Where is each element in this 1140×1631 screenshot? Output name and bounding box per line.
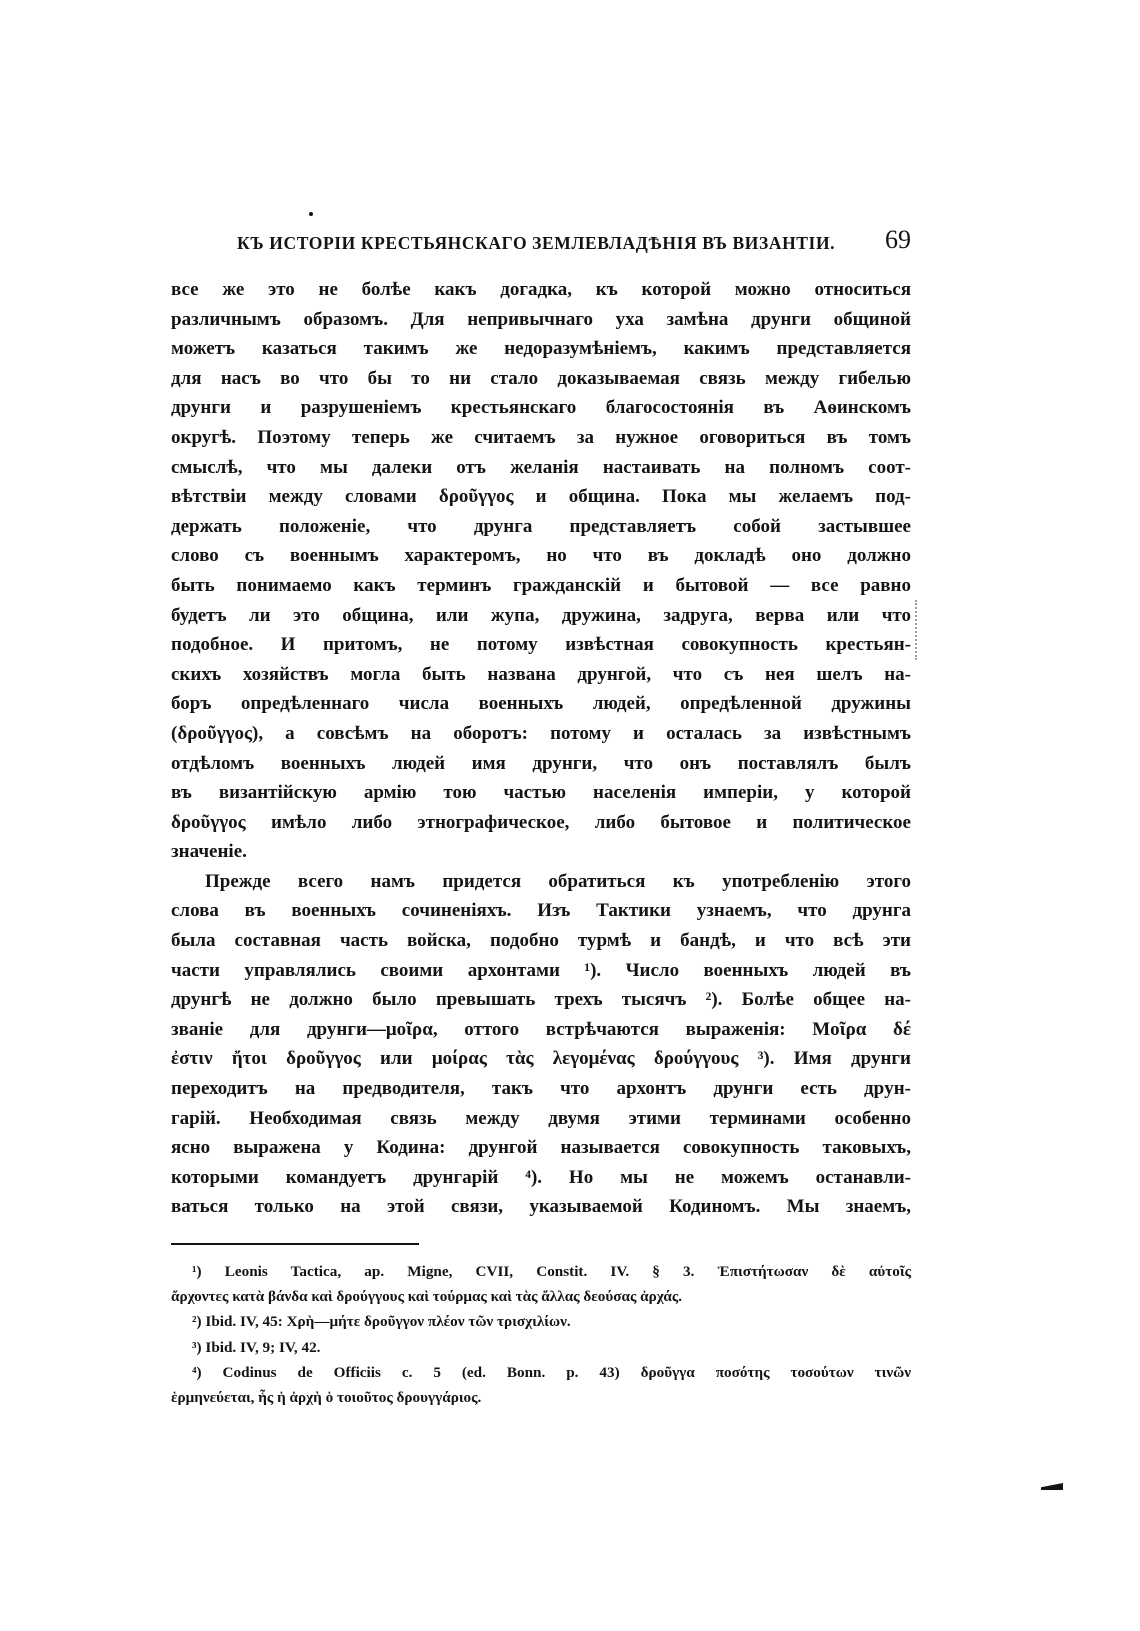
- text-line: была составная часть войска, подобно турмѣ и бандѣ, и что всѣ эти: [171, 930, 911, 952]
- text-line: подобное. И притомъ, не потому извѣстная совокупность крестьян-: [171, 634, 911, 656]
- body-text: [171, 275, 911, 1222]
- text-line: друнгѣ не должно было превышать трехъ тысячъ ²). Болѣе общее на-: [171, 989, 911, 1011]
- text-line: боръ опредѣленнаго числа военныхъ людей, опредѣленной дружины: [171, 693, 911, 715]
- footnote-line: ¹) Leonis Tactica, ap. Migne, CVII, Constit. IV. § 3. Ἐπιστήτωσαν δὲ αὐτοῖς: [192, 1263, 911, 1280]
- footnote-line: ἄρχοντες κατὰ βάνδα καὶ δρούγγους καὶ τούρμας καὶ τὰς ἄλλας δεούσας ἀρχάς.: [171, 1288, 683, 1306]
- text-line: все же это не болѣе какъ догадка, къ которой можно относиться: [171, 279, 911, 300]
- paragraph-start-line: Прежде всего намъ придется обратиться къ употребленію этого: [205, 870, 911, 892]
- text-line: для насъ во что бы то ни стало доказываемая связь между гибелью: [171, 367, 911, 389]
- text-line: δροῦγγος имѣло либо этнографическое, либо бытовое и политическое: [171, 811, 911, 833]
- ink-dot: [309, 212, 313, 216]
- footnote-line: ³) Ibid. IV, 9; IV, 42.: [192, 1338, 321, 1356]
- text-line: ваться только на этой связи, указываемой Кодиномъ. Мы знаемъ,: [171, 1196, 911, 1218]
- ink-smudge: [1041, 1483, 1063, 1490]
- text-line: ἐστιν ἤτοι δροῦγγος или μοίρας τὰς λεγομένας δρούγγους ³). Имя друнги: [171, 1048, 911, 1070]
- text-line: будетъ ли это община, или жупа, дружина, задруга, верва или что: [171, 604, 911, 626]
- text-line: округѣ. Поэтому теперь же считаемъ за нужное оговориться въ томъ: [171, 426, 911, 448]
- text-line: держать положеніе, что друнга представляетъ собой застывшее: [171, 515, 911, 537]
- running-title: КЪ ИСТОРІИ КРЕСТЬЯНСКАГО ЗЕМЛЕВЛАДѢНІЯ ВЪ ВИЗАНТІИ.: [237, 233, 836, 253]
- footnote-line: ²) Ibid. IV, 45: Χρὴ—μήτε δροῦγγον πλέον τῶν τρισχιλίων.: [192, 1313, 571, 1331]
- text-line: въ византійскую армію тою частью населенія имперіи, у которой: [171, 782, 911, 804]
- text-line: друнги и разрушеніемъ крестьянскаго благосостоянія въ Аѳинскомъ: [171, 397, 911, 419]
- text-line: слова въ военныхъ сочиненіяхъ. Изъ Тактики узнаемъ, что друнга: [171, 900, 911, 922]
- footnote-line: ⁴) Codinus de Officiis c. 5 (ed. Bonn. p. 43) δροῦγγα ποσότης τοσούτων τινῶν: [192, 1363, 911, 1381]
- text-line: скихъ хозяйствъ могла быть названа друнгой, что съ нея шелъ на-: [171, 663, 911, 685]
- footnote-rule: [171, 1243, 419, 1245]
- text-line: части управлялись своими архонтами ¹). Число военныхъ людей въ: [171, 959, 911, 981]
- text-line: переходитъ на предводителя, такъ что архонтъ друнги есть дрyн-: [171, 1078, 911, 1100]
- text-line: званіе для друнги—μοῖρα, оттого встрѣчаются выраженія: Μοῖρα δέ: [171, 1018, 911, 1040]
- footnotes: [171, 1259, 911, 1410]
- text-line: смыслѣ, что мы далеки отъ желанія настаивать на полномъ соот-: [171, 456, 911, 478]
- text-line: можетъ казаться такимъ же недоразумѣніемъ, какимъ представляется: [171, 338, 911, 360]
- margin-marks: [915, 600, 925, 660]
- text-line: слово съ военнымъ характеромъ, но что въ докладѣ оно должно: [171, 545, 911, 567]
- text-line: вѣтствіи между словами δροῦγγος и община. Пока мы желаемъ под-: [171, 486, 911, 508]
- footnote-line: ἑρμηνεύεται, ἧς ἡ ἀρχὴ ὁ τοιοῦτος δρουγγάριος.: [171, 1388, 482, 1406]
- page-number: 69: [885, 225, 911, 254]
- text-line: различнымъ образомъ. Для непривычнаго уха замѣна друнги общиной: [171, 308, 911, 330]
- text-line: отдѣломъ военныхъ людей имя друнги, что онъ поставлялъ былъ: [171, 752, 911, 774]
- text-line: ясно выражена у Кодина: друнгой называется совокупность таковыхъ,: [171, 1137, 911, 1159]
- running-head: [237, 225, 911, 261]
- paragraph-end-line: значеніе.: [171, 841, 247, 863]
- text-line: гарій. Необходимая связь между двумя этими терминами особенно: [171, 1107, 911, 1129]
- text-line: быть понимаемо какъ терминъ гражданскій и бытовой — все равно: [171, 574, 911, 596]
- text-line: (δροῦγγος), а совсѣмъ на оборотъ: потому и осталась за извѣстнымъ: [171, 722, 911, 744]
- text-line: которыми командуетъ друнгарій ⁴). Но мы не можемъ останавли-: [171, 1166, 911, 1188]
